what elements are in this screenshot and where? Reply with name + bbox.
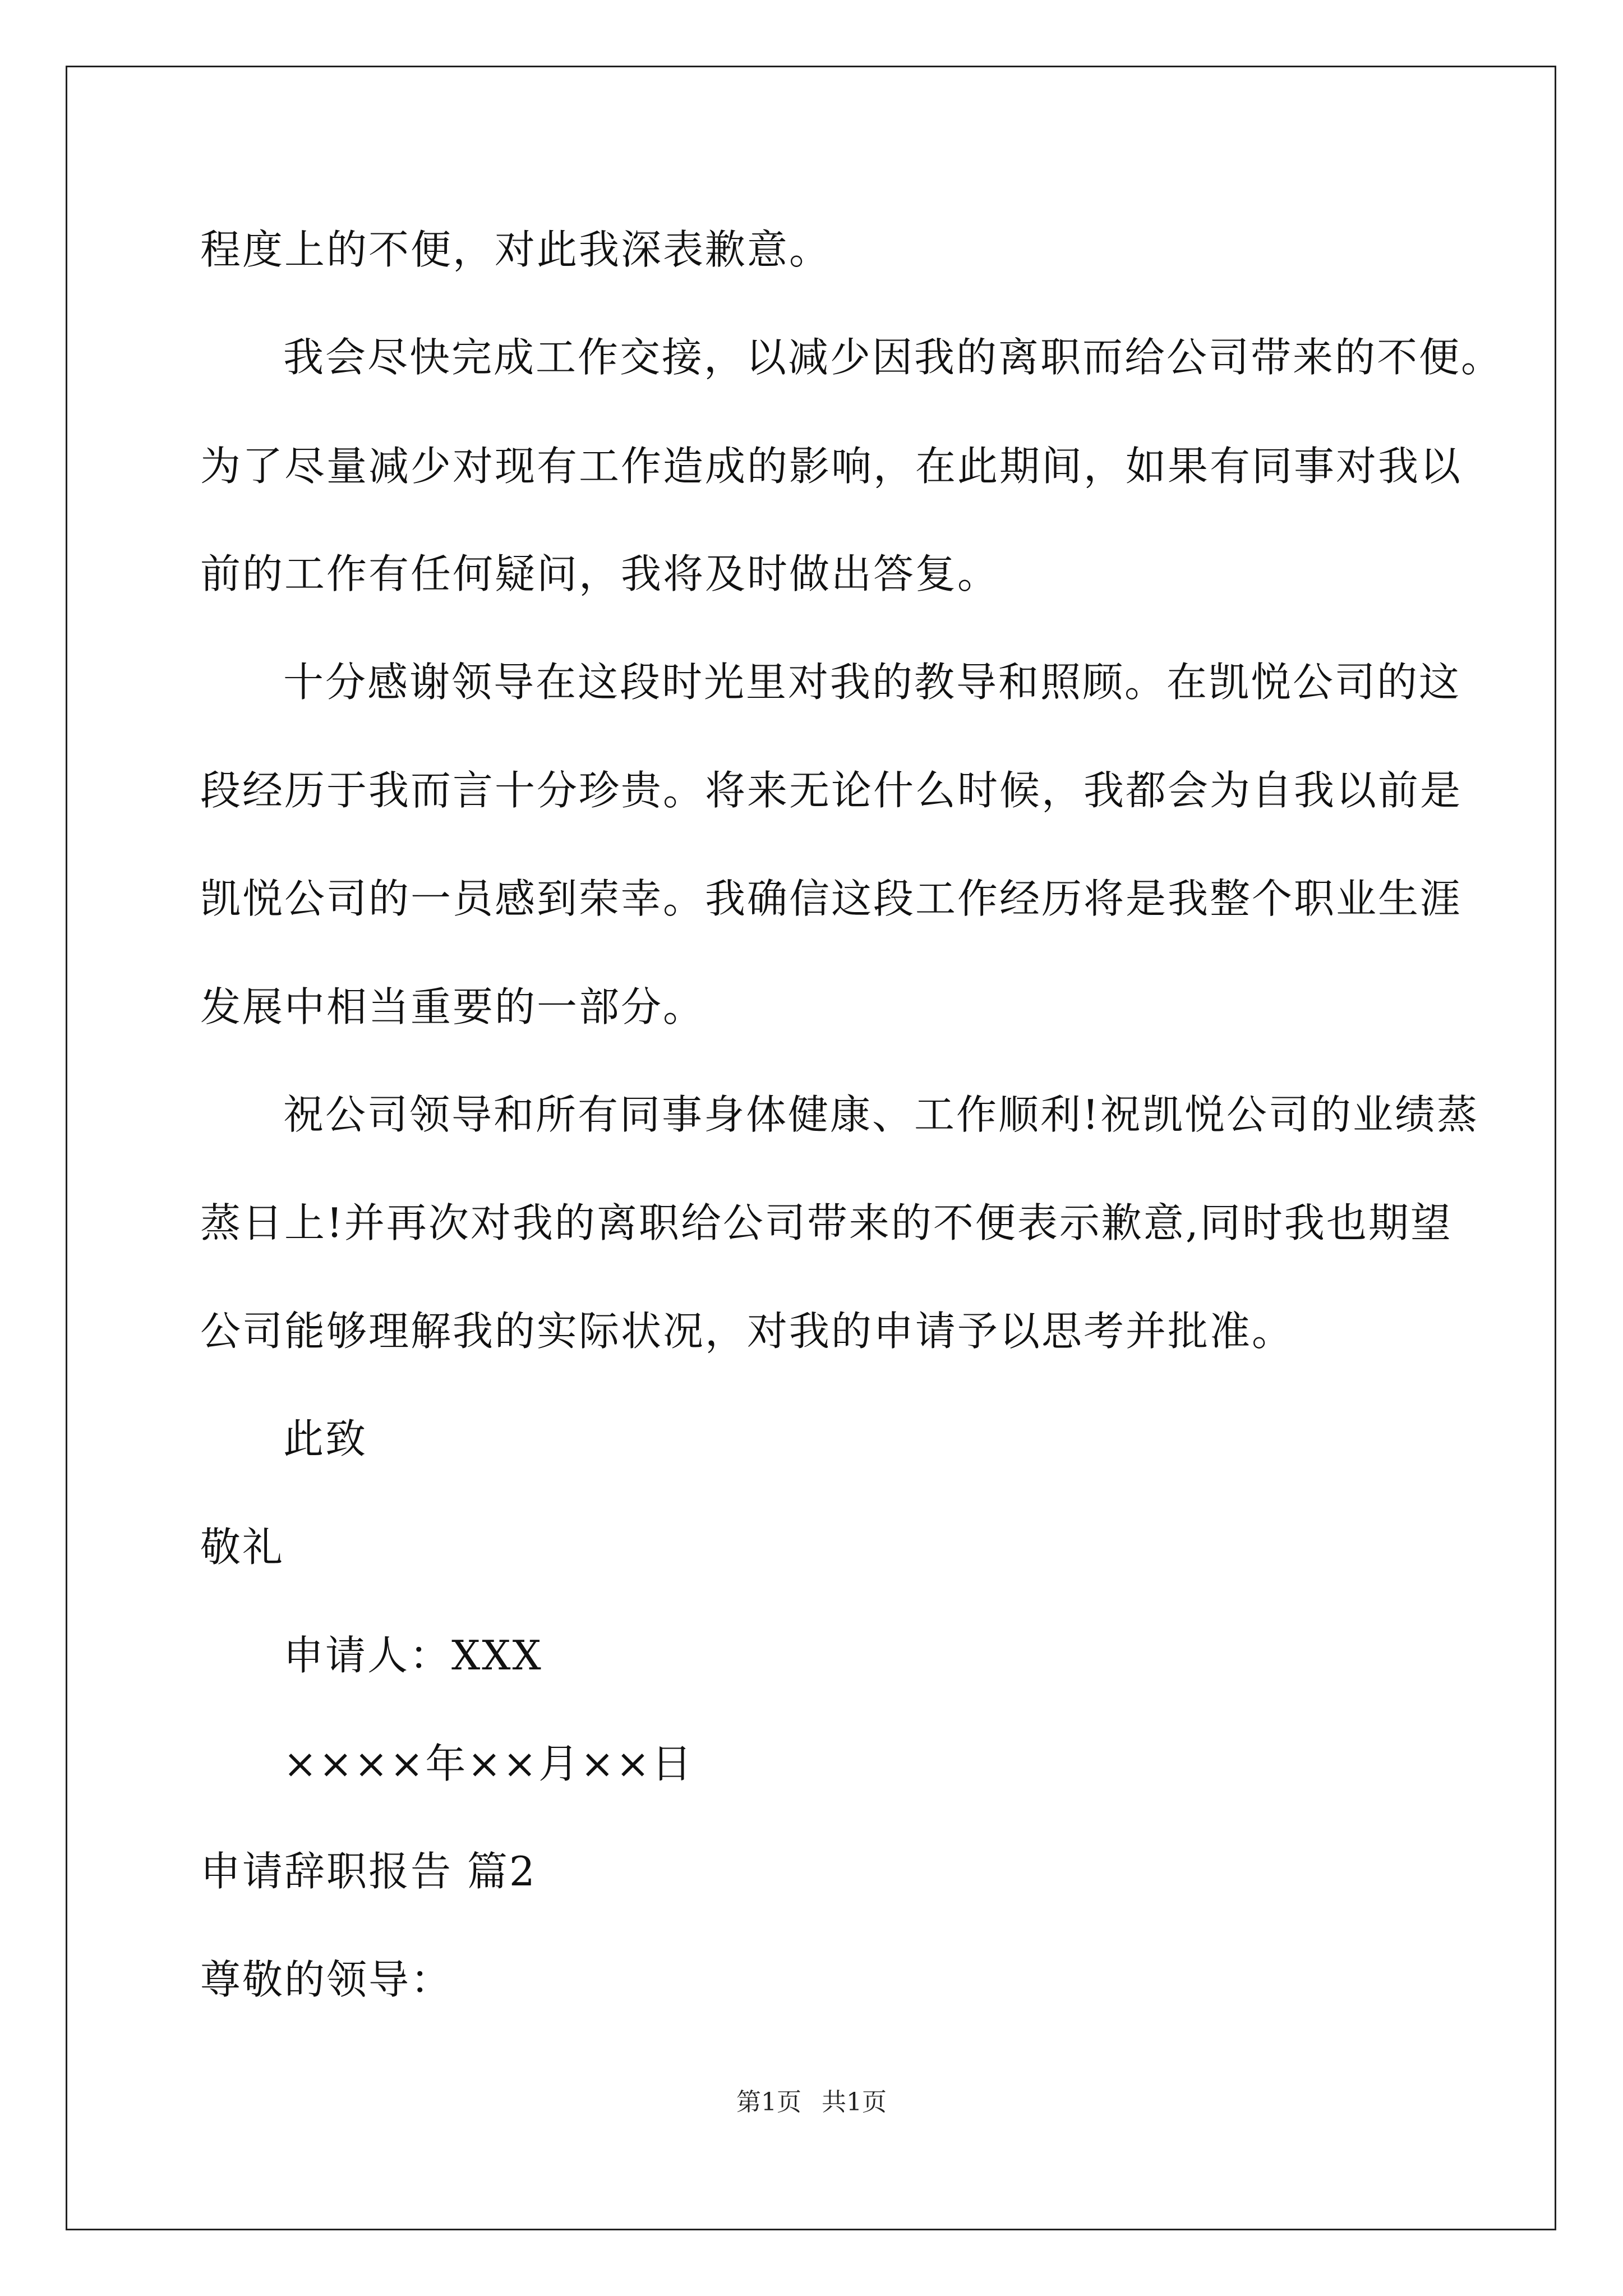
date-line: ××××年××月××日 <box>283 1740 694 1787</box>
salutation: 尊敬的领导： <box>200 1956 453 2003</box>
text-line: 凯悦公司的一员感到荣幸。我确信这段工作经历将是我整个职业生涯 <box>200 875 1463 922</box>
page-footer <box>0 2087 1623 2118</box>
paragraph-start: 我会尽快完成工作交接，以减少因我的离职而给公司带来的不便。 <box>283 334 1504 381</box>
text-line: 公司能够理解我的实际状况，对我的申请予以思考并批准。 <box>200 1308 1294 1355</box>
paragraph-start: 祝公司领导和所有同事身体健康、工作顺利!祝凯悦公司的业绩蒸 <box>283 1091 1479 1138</box>
text-line: 段经历于我而言十分珍贵。将来无论什么时候，我都会为自我以前是 <box>200 767 1463 814</box>
page-total: 共1页 <box>822 2088 887 2116</box>
text-line: 蒸日上!并再次对我的离职给公司带来的不便表示歉意,同时我也期望 <box>200 1199 1453 1246</box>
text-line: 发展中相当重要的一部分。 <box>200 983 706 1030</box>
text-line: 前的工作有任何疑问，我将及时做出答复。 <box>200 550 1000 597</box>
page-border <box>66 66 1556 2230</box>
applicant-signature: 申请人：XXX <box>283 1632 543 1679</box>
section-heading: 申请辞职报告 篇2 <box>200 1848 537 1895</box>
paragraph-start: 十分感谢领导在这段时光里对我的教导和照顾。在凯悦公司的这 <box>283 659 1461 706</box>
closing-regards: 敬礼 <box>200 1524 285 1571</box>
closing-salutation: 此致 <box>283 1415 368 1462</box>
text-line: 程度上的不便，对此我深表歉意。 <box>200 226 832 273</box>
page-number: 第1页 <box>736 2088 801 2116</box>
text-line: 为了尽量减少对现有工作造成的影响，在此期间，如果有同事对我以 <box>200 443 1463 490</box>
